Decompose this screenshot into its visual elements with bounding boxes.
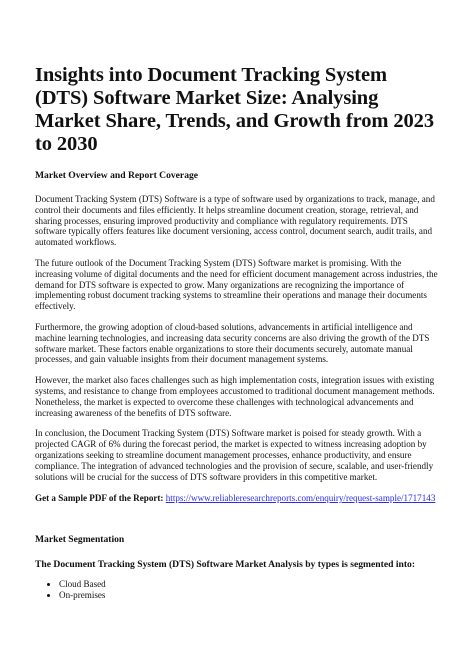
types-heading: The Document Tracking System (DTS) Software Market Analysis by types is segmented into: (35, 559, 416, 571)
list-item: • Cloud Based (59, 579, 438, 590)
paragraph-drivers: Furthermore, the growing adoption of cloud-based solutions, advancements in artificial intelligence and machine learning technologies, and increasing data security concerns are also driving the growth of the DTS software market. These factors enable organizations to store their documents securely, automate manual processes, and gain valuable insights from their document management systems. (35, 321, 430, 365)
sample-pdf-link[interactable]: https://www.reliableresearchreports.com/enquiry/request-sample/1717143 (165, 493, 436, 504)
list-item: • On-premises (59, 590, 438, 601)
paragraph-outlook: The future outlook of the Document Tracking System (DTS) Software market is promising. With the increasing volume of digital documents and the need for efficient document management across industries, the demand for DTS software is expected to grow. Many organizations are recognizing the importance of implementing robust document tracking systems to streamline their operations and manage their documents effectively. (35, 257, 438, 312)
sample-pdf-label: Get a Sample PDF of the Report: (35, 493, 164, 504)
paragraph-challenges: However, the market also faces challenges such as high implementation costs, integration issues with existing systems, and resistance to change from employees accustomed to traditional document management methods. Nonetheless, the market is expected to overcome these challenges with technological advancements and increasing awareness of the benefits of DTS software. (35, 375, 435, 418)
types-list (35, 579, 438, 601)
overview-heading: Market Overview and Report Coverage (35, 170, 199, 181)
sample-pdf-line (35, 493, 438, 504)
segmentation-heading: Market Segmentation (35, 534, 125, 546)
paragraph-conclusion: In conclusion, the Document Tracking System (DTS) Software market is poised for steady growth. With a projected CAGR of 6% during the forecast period, the market is expected to witness increasing adoption by organizations seeking to streamline document management processes, enhance productivity, and ensure compliance. The integration of advanced technologies and the provision of secure, scalable, and user-friendly solutions will be crucial for the success of DTS software providers in this competitive market. (35, 428, 434, 482)
paragraph-definition: Document Tracking System (DTS) Software is a type of software used by organizations to track, manage, and control their documents and files efficiently. It helps streamline document creation, storage, retrieval, and sharing processes, ensuring improved productivity and compliance with regulatory requirements. DTS software typically offers features like document versioning, access control, document search, audit trails, and automated workflows. (35, 194, 435, 248)
page-title: Insights into Document Tracking System (DTS) Software Market Size: Analysing Market Share, Trends, and Growth from 2023 to 2030 (35, 64, 434, 155)
